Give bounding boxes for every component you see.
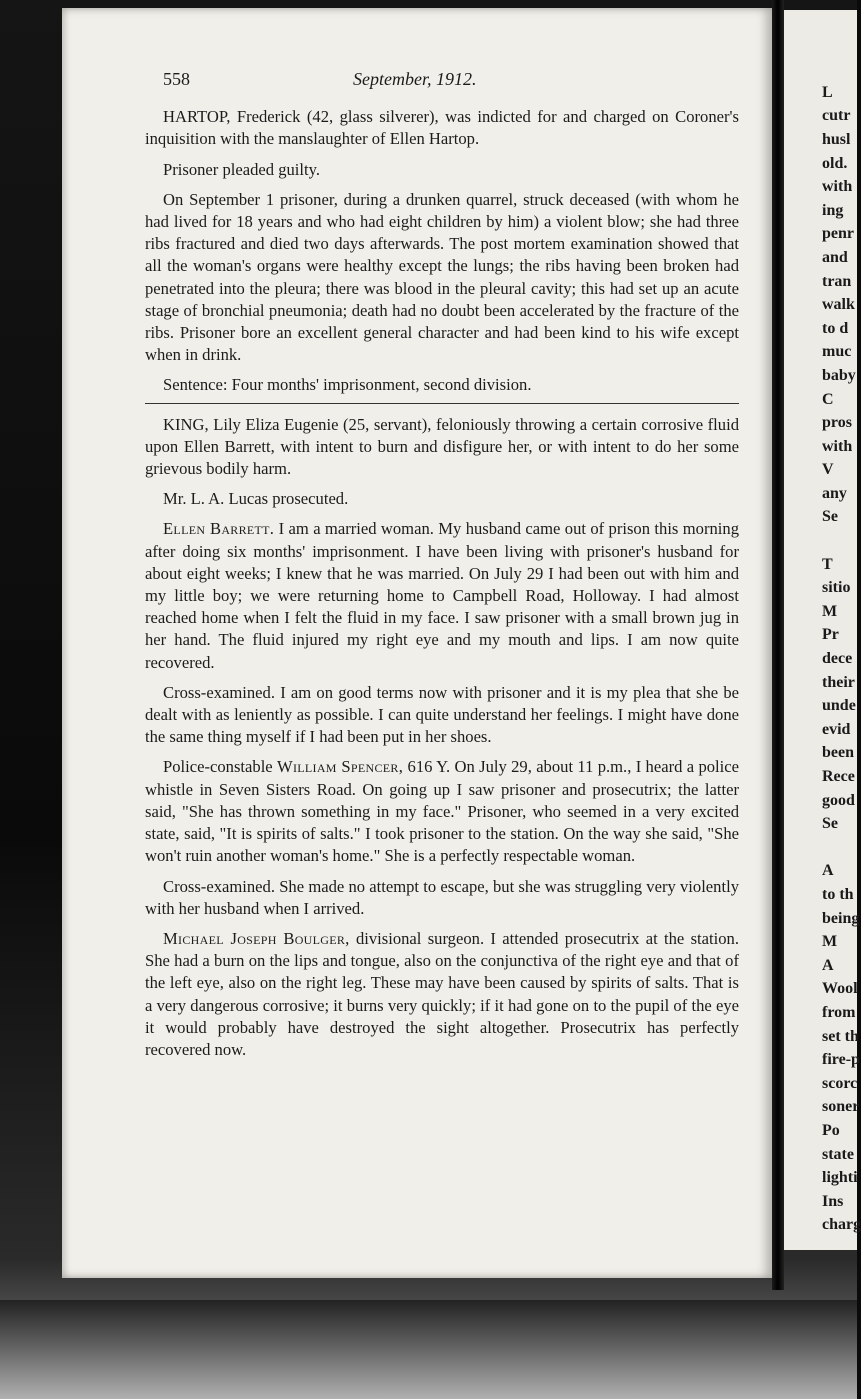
case-hartop [145, 106, 739, 396]
facing-page-fragment: being [822, 909, 860, 927]
witness-name: Michael Joseph Boulger, [163, 928, 350, 948]
witness-name: Ellen Barrett. [163, 519, 275, 539]
testimony-text: 616 Y. On July 29, about 11 p.m., I heard a police whistle in Seven Sisters Road. On going up I saw prisoner and prosecutrix; the latter said, "She has thrown something in my face." Prisoner, who seemed in a very excited state, said, "It is spirits of salts." I took prisoner to the station. On the way she said, "She won't ruin another woman's home." She is a perfectly respectable woman. [145, 757, 739, 866]
facing-page-fragment: Wool [822, 980, 858, 998]
page-number: 558 [163, 69, 190, 89]
case-king [145, 414, 739, 1061]
facing-page-fragment: to d [822, 319, 849, 337]
facing-page-fragment: scorc [822, 1074, 858, 1092]
case-sentence: Sentence: Four months' imprisonment, second division. [163, 375, 532, 395]
facing-page-fragment: A [822, 956, 834, 974]
facing-page-fragment: and [822, 248, 848, 266]
book-gutter [772, 0, 784, 1290]
facing-page-fragment: baby [822, 366, 856, 384]
facing-page-fragment: V [822, 461, 834, 479]
witness-testimony [145, 756, 739, 867]
facing-page-fragment: with [822, 178, 853, 196]
facing-page-fragment: muc [822, 343, 852, 361]
facing-page [784, 10, 861, 1250]
testimony-text: I am a married woman. My husband came out of prison this morning after doing six months' imprisonment. I have been living with prisoner's husband for about eight weeks; I knew that he was married. On July 29 I had been out with him and my little boy; we were returning home to Campbell Road, Holloway. I had almost reached home when I felt the fluid in my face. I saw prisoner with a small brown jug in her hand. The fluid injured my right eye and my mouth and lips. I am now quite recovered. [145, 519, 739, 672]
facing-page-fragment: with [822, 437, 853, 455]
facing-page-fragment: A [822, 862, 834, 880]
facing-page-fragment: tran [822, 272, 852, 290]
case-plea: Prisoner pleaded guilty. [163, 159, 320, 179]
facing-page-fragment: been [822, 744, 854, 762]
facing-page-fragment: M [822, 602, 838, 620]
scan-bottom-edge [0, 1300, 857, 1399]
facing-page-fragment: T [822, 555, 833, 573]
facing-page-fragment [784, 529, 857, 553]
facing-page-fragment [784, 10, 857, 34]
case-divider [145, 403, 739, 404]
facing-page-fragment: C [822, 390, 834, 408]
facing-page-fragment: sitio [822, 579, 851, 597]
case-indictment: KING, Lily Eliza Eugenie (25, servant), feloniously throwing a certain corrosive fluid upon Ellen Barrett, with intent to burn and disfigure her, or with intent to do her some grievous bodily harm. [145, 414, 739, 479]
facing-page-fragment: Po [822, 1121, 840, 1139]
facing-page-fragment [784, 57, 857, 81]
facing-page-fragment: pros [822, 414, 852, 432]
witness-name: William Spencer, [277, 757, 404, 777]
facing-page-fragment [784, 836, 857, 860]
facing-page-fragment: set th [822, 1027, 859, 1045]
witness-testimony [145, 518, 739, 673]
facing-page-fragment: old. [822, 154, 848, 172]
facing-page-fragment: penr [822, 225, 854, 243]
facing-page-fragment: ing [822, 201, 844, 219]
facing-page-fragment: dece [822, 650, 853, 668]
page-header [163, 68, 739, 90]
facing-page-fragment: husl [822, 130, 851, 148]
facing-page-fragment: Rece [822, 768, 855, 785]
case-indictment: HARTOP, Frederick (42, glass silverer), was indicted for and charged on Coroner's inquisition with the manslaughter of Ellen Hartop. [145, 107, 739, 149]
facing-page-fragment: L [822, 83, 833, 101]
facing-page-fragment [784, 34, 857, 58]
facing-page-fragment: evid [822, 720, 851, 738]
page-content [145, 68, 739, 1069]
facing-page-fragment: good [822, 791, 855, 809]
facing-page-fragment: Ins [822, 1192, 844, 1210]
witness-title: Police-constable [163, 757, 273, 777]
facing-page-fragment: lighti [822, 1169, 858, 1187]
facing-page-fragment: cutr [822, 107, 851, 125]
facing-page-fragment: state [822, 1145, 854, 1163]
facing-page-fragment: soner [822, 1098, 860, 1116]
facing-page-fragment: charg [822, 1216, 861, 1234]
cross-examination: Cross-examined. She made no attempt to escape, but she was struggling very violently with her husband when I arrived. [145, 876, 739, 918]
facing-page-fragment: fire-p [822, 1051, 860, 1069]
facing-page-fragment: walk [822, 296, 855, 314]
facing-page-fragment: to th [822, 885, 854, 903]
case-prosecutor: Mr. L. A. Lucas prosecuted. [163, 489, 349, 509]
facing-page-fragment: Se [822, 508, 838, 526]
testimony-text: divisional surgeon. I attended prosecutrix at the station. She had a burn on the lips and tongue, also on the conjunctiva of the right eye and that of the left eye, also on the right leg. These may have been caused by spirits of salts. That is a very dangerous corrosive; it burns very quickly; if it had gone on to the pupil of the eye it would probably have destroyed the sight altogether. Prosecutrix has perfectly recovered now. [145, 928, 739, 1059]
facing-page-fragment: M [822, 933, 838, 951]
facing-page-fragment: their [822, 673, 855, 691]
facing-page-fragment: Pr [822, 626, 839, 644]
facing-page-fragment: unde [822, 697, 856, 715]
facing-page-fragment: Se [822, 815, 838, 833]
witness-testimony [145, 928, 739, 1061]
cross-examination: Cross-examined. I am on good terms now with prisoner and it is my plea that she be dealt with as leniently as possible. I can quite understand her feelings. I might have done the same thing myself if I had been put in her shoes. [145, 682, 739, 747]
facing-page-fragment: from [822, 1003, 856, 1021]
running-title: September, 1912. [353, 69, 477, 89]
facing-page-fragment: any [822, 484, 847, 502]
case-facts: On September 1 prisoner, during a drunken quarrel, struck deceased (with whom he had lived for 18 years and who had eight children by him) a violent blow; she had three ribs fractured and died two days afterwards. The post mortem examination showed that all the woman's organs were healthy except the lungs; the ribs having been broken had penetrated into the pleura; there was blood in the pleural cavity; this had set up an acute stage of bronchial pneumonia; death had no doubt been accelerated by the fracture of the ribs. Prisoner bore an excellent general character and had been kind to his wife except when in drink. [145, 189, 739, 365]
